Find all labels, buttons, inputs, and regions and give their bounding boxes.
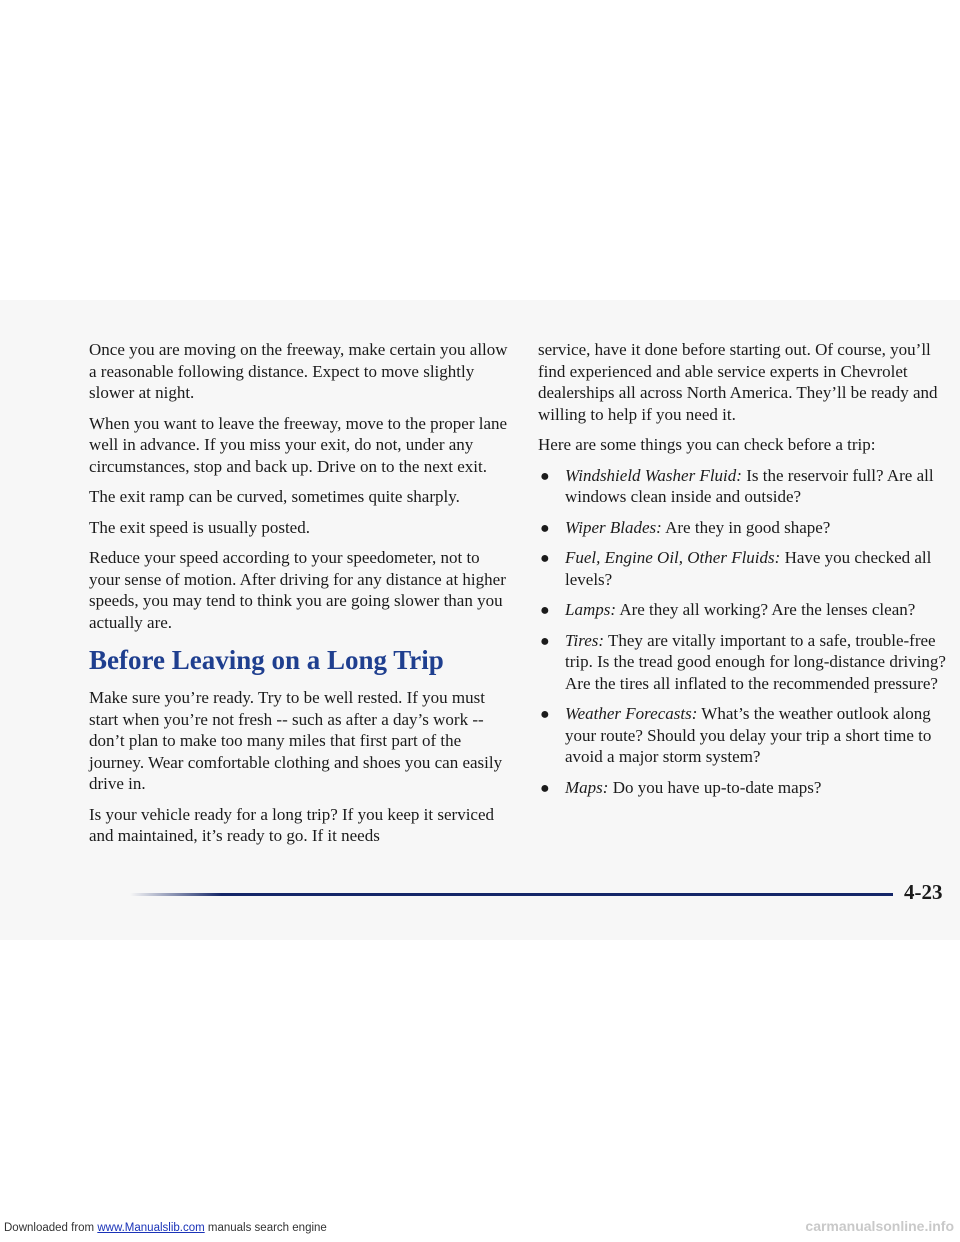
bullet-icon: ● <box>540 602 550 619</box>
bullet-icon: ● <box>540 779 550 797</box>
left-column <box>89 339 509 856</box>
page-divider <box>130 893 893 896</box>
item-text: What’s the weather outlook along your route? Should you delay your trip a short time to avoid a major storm system? <box>565 704 932 766</box>
paragraph: Make sure you’re ready. Try to be well rested. If you must start when you’re not fresh -- such as after a day’s work -- don’t plan to make too many miles that first part of the journey. Wear comfortable clothing and shoes you can easily drive in. <box>89 688 503 793</box>
paragraph: The exit ramp can be curved, sometimes quite sharply. <box>89 487 460 506</box>
list-item <box>538 777 958 799</box>
item-term: Wiper Blades: <box>565 517 662 537</box>
item-text: Do you have up-to-date maps? <box>608 777 822 797</box>
section-heading: Before Leaving on a Long Trip <box>89 645 444 675</box>
paragraph: Is your vehicle ready for a long trip? If you keep it serviced and maintained, it’s ready to go. If it needs <box>89 804 495 845</box>
paragraph: The exit speed is usually posted. <box>89 517 310 537</box>
list-item <box>538 599 958 621</box>
paragraph: Here are some things you can check before a trip: <box>538 435 876 454</box>
paragraph: Once you are moving on the freeway, make certain you allow a reasonable following distance. Expect to move slightly slower at night. <box>89 340 508 402</box>
item-term: Lamps: <box>565 600 617 619</box>
item-text: Are they in good shape? <box>661 517 831 537</box>
item-text: Have you checked all levels? <box>565 548 932 589</box>
footer-suffix: manuals search engine <box>204 1222 327 1234</box>
list-item <box>538 465 958 508</box>
bullet-icon: ● <box>540 467 550 485</box>
footer-prefix: Downloaded from <box>4 1222 98 1234</box>
item-text: Is the reservoir full? Are all windows clean inside and outside? <box>565 465 934 506</box>
bullet-icon: ● <box>540 550 550 567</box>
list-item <box>538 547 958 590</box>
watermark: carmanualsonline.info <box>805 1218 954 1234</box>
paragraph: service, have it done before starting out. Of course, you’ll find experienced and able service experts in Chevrolet dealerships all across North America. They’ll be ready and willing to help if you need it. <box>538 340 938 424</box>
page-number: 4-23 <box>904 880 943 904</box>
list-item <box>538 703 958 768</box>
trip-checklist <box>538 465 958 799</box>
manualslib-link[interactable]: www.Manualslib.com <box>97 1222 205 1234</box>
list-item <box>538 517 958 539</box>
paragraph: Reduce your speed according to your speedometer, not to your sense of motion. After driving for any distance at higher speeds, you may tend to think you are going slower than you actually are. <box>89 548 506 632</box>
item-term: Weather Forecasts: <box>565 704 698 723</box>
bullet-icon: ● <box>540 632 550 650</box>
item-term: Fuel, Engine Oil, Other Fluids: <box>565 548 781 567</box>
list-item <box>538 630 958 695</box>
item-term: Maps: <box>565 777 609 797</box>
item-text: Are they all working? Are the lenses clean? <box>616 600 916 619</box>
paragraph: When you want to leave the freeway, move to the proper lane well in advance. If you miss your exit, do not, under any circumstances, stop and back up. Drive on to the next exit. <box>89 413 508 476</box>
download-footer <box>4 1222 327 1234</box>
item-text: They are vitally important to a safe, trouble-free trip. Is the tread good enough for long-distance driving? Are the tires all inflated to the recommended pressure? <box>565 630 946 693</box>
item-term: Tires: <box>565 630 605 650</box>
right-column <box>538 339 958 807</box>
item-term: Windshield Washer Fluid: <box>565 465 742 485</box>
bullet-icon: ● <box>540 519 550 537</box>
bullet-icon: ● <box>540 706 550 723</box>
